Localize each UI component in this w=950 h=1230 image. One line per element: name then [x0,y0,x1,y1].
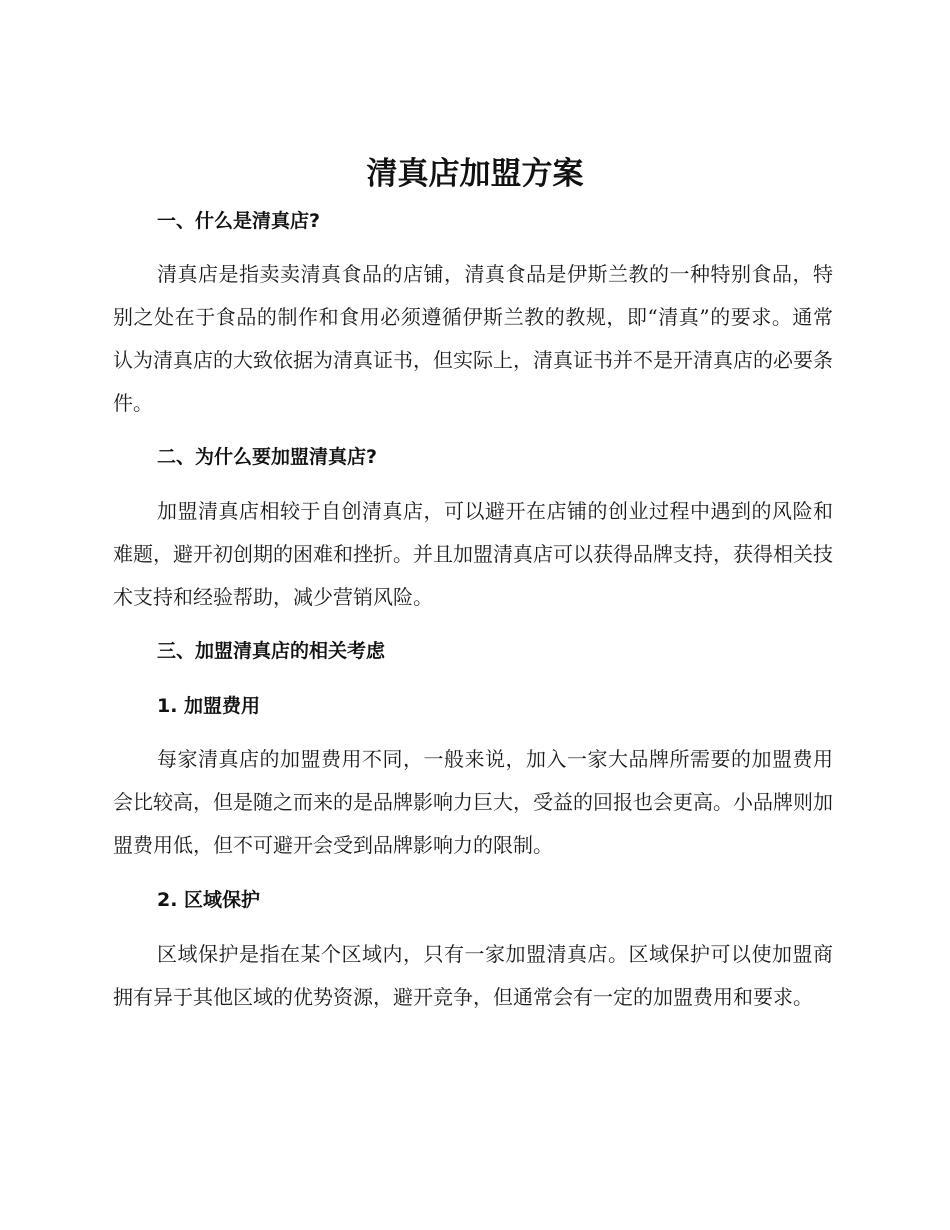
section-heading-considerations: 三、加盟清真店的相关考虑 [157,640,386,662]
section-paragraph-what-is: 清真店是指卖卖清真食品的店铺，清真食品是伊斯兰教的一种特别食品，特别之处在于食品的制作和食用必须遵循伊斯兰教的教规，即“清真”的要求。通常认为清真店的大致依据为清真证书，但实际上，清真证书并不是开清真店的必要条件。 [113,262,833,415]
section-paragraph-why-join: 加盟清真店相较于自创清真店，可以避开在店铺的创业过程中遇到的风险和难题，避开初创期的困难和挫折。并且加盟清真店可以获得品牌支持，获得相关技术支持和经验帮助，减少营销风险。 [113,499,833,609]
subsection-paragraph-fees: 每家清真店的加盟费用不同，一般来说，加入一家大品牌所需要的加盟费用会比较高，但是随之而来的是品牌影响力巨大，受益的回报也会更高。小品牌则加盟费用低，但不可避开会受到品牌影响力的限制。 [113,747,833,857]
subsection-paragraph-territory: 区域保护是指在某个区域内，只有一家加盟清真店。区域保护可以使加盟商拥有异于其他区域的优势资源，避开竞争，但通常会有一定的加盟费用和要求。 [113,942,833,1009]
subsection-heading-fees: 1. 加盟费用 [157,695,261,717]
section-heading-what-is: 一、什么是清真店? [157,210,321,232]
document-title: 清真店加盟方案 [366,156,584,192]
section-heading-why-join: 二、为什么要加盟清真店? [157,446,378,468]
subsection-heading-territory: 2. 区域保护 [157,889,261,911]
